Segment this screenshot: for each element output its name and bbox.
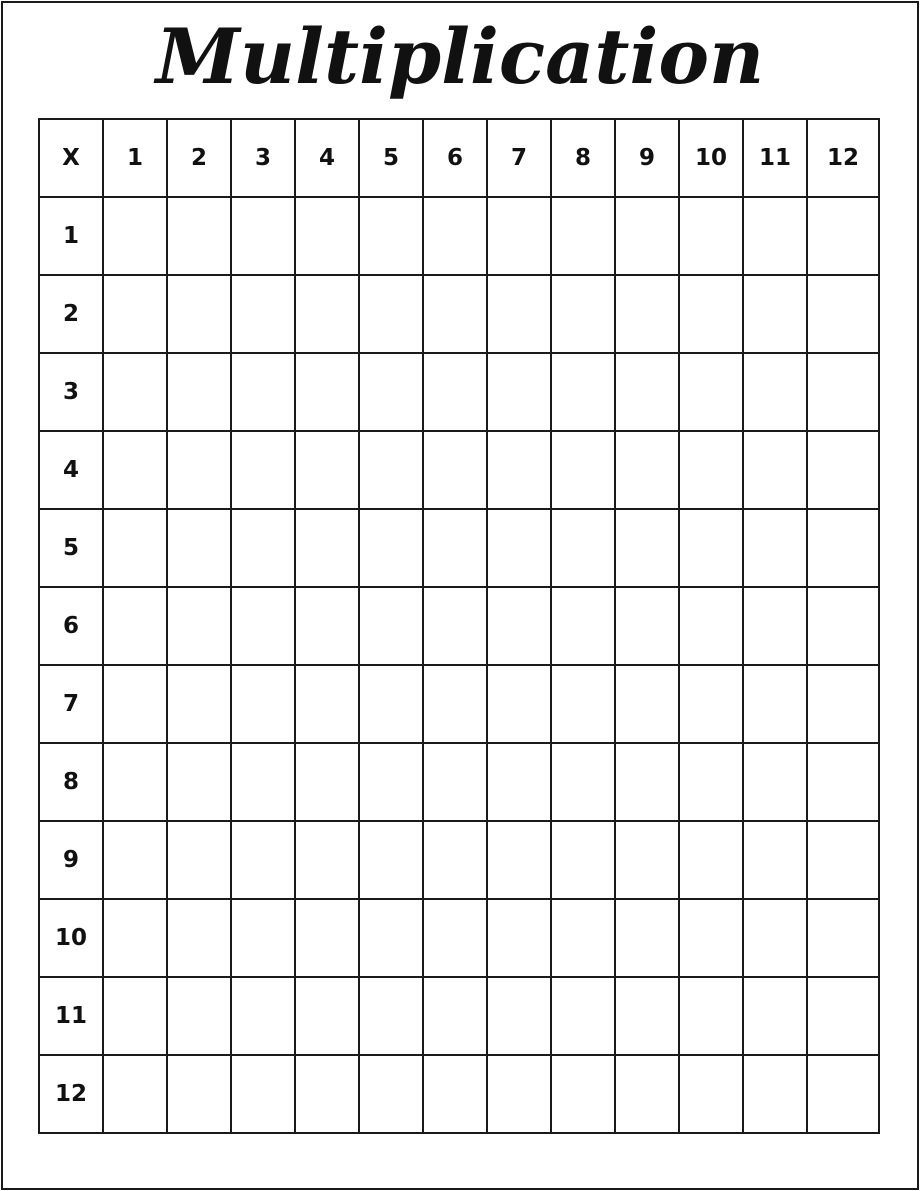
answer-cell[interactable]	[423, 197, 487, 275]
answer-cell[interactable]	[551, 197, 615, 275]
answer-cell[interactable]	[807, 509, 879, 587]
answer-cell[interactable]	[551, 899, 615, 977]
answer-cell[interactable]	[359, 431, 423, 509]
row-header: 7	[39, 665, 103, 743]
answer-cell[interactable]	[423, 587, 487, 665]
answer-cell[interactable]	[423, 743, 487, 821]
answer-cell[interactable]	[743, 275, 807, 353]
answer-cell[interactable]	[679, 509, 743, 587]
answer-cell[interactable]	[167, 821, 231, 899]
answer-cell[interactable]	[231, 509, 295, 587]
answer-cell[interactable]	[487, 587, 551, 665]
answer-cell[interactable]	[679, 197, 743, 275]
answer-cell[interactable]	[615, 587, 679, 665]
answer-cell[interactable]	[423, 353, 487, 431]
answer-cell[interactable]	[807, 899, 879, 977]
answer-cell[interactable]	[231, 197, 295, 275]
column-header: 3	[231, 119, 295, 197]
answer-cell[interactable]	[359, 509, 423, 587]
answer-cell[interactable]	[423, 431, 487, 509]
answer-cell[interactable]	[167, 587, 231, 665]
answer-cell[interactable]	[167, 743, 231, 821]
answer-cell[interactable]	[359, 899, 423, 977]
answer-cell[interactable]	[679, 275, 743, 353]
column-header: 9	[615, 119, 679, 197]
answer-cell[interactable]	[551, 587, 615, 665]
answer-cell[interactable]	[295, 743, 359, 821]
answer-cell[interactable]	[615, 197, 679, 275]
answer-cell[interactable]	[423, 899, 487, 977]
column-header: 10	[679, 119, 743, 197]
answer-cell[interactable]	[423, 275, 487, 353]
answer-cell[interactable]	[295, 821, 359, 899]
answer-cell[interactable]	[295, 899, 359, 977]
column-header: 12	[807, 119, 879, 197]
answer-cell[interactable]	[295, 587, 359, 665]
answer-cell[interactable]	[679, 1055, 743, 1133]
answer-cell[interactable]	[679, 743, 743, 821]
answer-cell[interactable]	[679, 587, 743, 665]
answer-cell[interactable]	[615, 899, 679, 977]
answer-cell[interactable]	[743, 899, 807, 977]
table-row	[39, 977, 879, 1055]
answer-cell[interactable]	[423, 665, 487, 743]
row-header: 9	[39, 821, 103, 899]
answer-cell[interactable]	[743, 431, 807, 509]
answer-cell[interactable]	[551, 665, 615, 743]
answer-cell[interactable]	[551, 821, 615, 899]
answer-cell[interactable]	[295, 431, 359, 509]
answer-cell[interactable]	[551, 275, 615, 353]
answer-cell[interactable]	[295, 197, 359, 275]
answer-cell[interactable]	[231, 353, 295, 431]
page-title: Multiplication	[155, 11, 765, 101]
answer-cell[interactable]	[167, 431, 231, 509]
column-header: 5	[359, 119, 423, 197]
answer-cell[interactable]	[487, 353, 551, 431]
answer-cell[interactable]	[487, 899, 551, 977]
table-row	[39, 509, 879, 587]
column-header: 1	[103, 119, 167, 197]
answer-cell[interactable]	[167, 197, 231, 275]
answer-cell[interactable]	[807, 587, 879, 665]
row-header: 11	[39, 977, 103, 1055]
answer-cell[interactable]	[295, 275, 359, 353]
answer-cell[interactable]	[103, 197, 167, 275]
answer-cell[interactable]	[615, 821, 679, 899]
answer-cell[interactable]	[743, 197, 807, 275]
answer-cell[interactable]	[167, 353, 231, 431]
column-header: 11	[743, 119, 807, 197]
answer-cell[interactable]	[103, 353, 167, 431]
column-header: 4	[295, 119, 359, 197]
answer-cell[interactable]	[551, 509, 615, 587]
answer-cell[interactable]	[231, 977, 295, 1055]
answer-cell[interactable]	[615, 1055, 679, 1133]
row-header: 12	[39, 1055, 103, 1133]
answer-cell[interactable]	[807, 743, 879, 821]
answer-cell[interactable]	[807, 977, 879, 1055]
row-header: 3	[39, 353, 103, 431]
answer-cell[interactable]	[231, 899, 295, 977]
answer-cell[interactable]	[551, 1055, 615, 1133]
answer-cell[interactable]	[295, 665, 359, 743]
answer-cell[interactable]	[231, 821, 295, 899]
grid-body	[39, 119, 879, 1133]
answer-cell[interactable]	[743, 509, 807, 587]
answer-cell[interactable]	[103, 899, 167, 977]
answer-cell[interactable]	[615, 353, 679, 431]
table-row	[39, 587, 879, 665]
answer-cell[interactable]	[615, 431, 679, 509]
row-header: 1	[39, 197, 103, 275]
answer-cell[interactable]	[167, 899, 231, 977]
answer-cell[interactable]	[359, 665, 423, 743]
header-row	[39, 119, 879, 197]
column-header: 6	[423, 119, 487, 197]
table-row	[39, 743, 879, 821]
row-header: 4	[39, 431, 103, 509]
answer-cell[interactable]	[487, 509, 551, 587]
table-row	[39, 431, 879, 509]
answer-cell[interactable]	[615, 977, 679, 1055]
answer-cell[interactable]	[103, 665, 167, 743]
answer-cell[interactable]	[359, 821, 423, 899]
answer-cell[interactable]	[103, 821, 167, 899]
answer-cell[interactable]	[487, 197, 551, 275]
answer-cell[interactable]	[487, 275, 551, 353]
answer-cell[interactable]	[423, 977, 487, 1055]
answer-cell[interactable]	[103, 275, 167, 353]
answer-cell[interactable]	[743, 665, 807, 743]
answer-cell[interactable]	[167, 509, 231, 587]
column-header: 7	[487, 119, 551, 197]
row-header: 8	[39, 743, 103, 821]
answer-cell[interactable]	[807, 665, 879, 743]
answer-cell[interactable]	[359, 587, 423, 665]
column-header: 8	[551, 119, 615, 197]
answer-cell[interactable]	[615, 665, 679, 743]
answer-cell[interactable]	[231, 587, 295, 665]
answer-cell[interactable]	[807, 353, 879, 431]
table-row	[39, 1055, 879, 1133]
answer-cell[interactable]	[551, 743, 615, 821]
answer-cell[interactable]	[167, 1055, 231, 1133]
answer-cell[interactable]	[103, 977, 167, 1055]
answer-cell[interactable]	[231, 275, 295, 353]
answer-cell[interactable]	[359, 275, 423, 353]
answer-cell[interactable]	[423, 1055, 487, 1133]
answer-cell[interactable]	[807, 1055, 879, 1133]
corner-cell: X	[39, 119, 103, 197]
row-header: 10	[39, 899, 103, 977]
answer-cell[interactable]	[679, 899, 743, 977]
answer-cell[interactable]	[807, 275, 879, 353]
answer-cell[interactable]	[231, 743, 295, 821]
answer-cell[interactable]	[423, 509, 487, 587]
answer-cell[interactable]	[679, 431, 743, 509]
answer-cell[interactable]	[615, 743, 679, 821]
answer-cell[interactable]	[487, 431, 551, 509]
column-header: 2	[167, 119, 231, 197]
answer-cell[interactable]	[743, 743, 807, 821]
answer-cell[interactable]	[615, 275, 679, 353]
answer-cell[interactable]	[103, 587, 167, 665]
answer-cell[interactable]	[103, 1055, 167, 1133]
answer-cell[interactable]	[679, 821, 743, 899]
answer-cell[interactable]	[487, 977, 551, 1055]
answer-cell[interactable]	[295, 353, 359, 431]
answer-cell[interactable]	[231, 665, 295, 743]
row-header: 2	[39, 275, 103, 353]
answer-cell[interactable]	[487, 821, 551, 899]
row-header: 6	[39, 587, 103, 665]
table-row	[39, 899, 879, 977]
row-header: 5	[39, 509, 103, 587]
answer-cell[interactable]	[359, 353, 423, 431]
multiplication-grid	[38, 118, 880, 1134]
answer-cell[interactable]	[359, 743, 423, 821]
table-row	[39, 353, 879, 431]
answer-cell[interactable]	[679, 353, 743, 431]
answer-cell[interactable]	[551, 977, 615, 1055]
answer-cell[interactable]	[295, 509, 359, 587]
answer-cell[interactable]	[551, 353, 615, 431]
answer-cell[interactable]	[807, 431, 879, 509]
answer-cell[interactable]	[615, 509, 679, 587]
table-row	[39, 821, 879, 899]
answer-cell[interactable]	[487, 1055, 551, 1133]
answer-cell[interactable]	[231, 1055, 295, 1133]
table-row	[39, 197, 879, 275]
answer-cell[interactable]	[743, 587, 807, 665]
answer-cell[interactable]	[103, 509, 167, 587]
answer-cell[interactable]	[103, 743, 167, 821]
answer-cell[interactable]	[807, 197, 879, 275]
answer-cell[interactable]	[359, 1055, 423, 1133]
answer-cell[interactable]	[359, 197, 423, 275]
answer-cell[interactable]	[103, 431, 167, 509]
answer-cell[interactable]	[679, 977, 743, 1055]
answer-cell[interactable]	[743, 1055, 807, 1133]
answer-cell[interactable]	[807, 821, 879, 899]
answer-cell[interactable]	[743, 353, 807, 431]
answer-cell[interactable]	[167, 665, 231, 743]
answer-cell[interactable]	[679, 665, 743, 743]
answer-cell[interactable]	[167, 275, 231, 353]
answer-cell[interactable]	[359, 977, 423, 1055]
answer-cell[interactable]	[743, 977, 807, 1055]
answer-cell[interactable]	[487, 665, 551, 743]
answer-cell[interactable]	[167, 977, 231, 1055]
answer-cell[interactable]	[295, 977, 359, 1055]
answer-cell[interactable]	[743, 821, 807, 899]
answer-cell[interactable]	[231, 431, 295, 509]
table-row	[39, 665, 879, 743]
answer-cell[interactable]	[423, 821, 487, 899]
table-row	[39, 275, 879, 353]
answer-cell[interactable]	[487, 743, 551, 821]
answer-cell[interactable]	[295, 1055, 359, 1133]
answer-cell[interactable]	[551, 431, 615, 509]
